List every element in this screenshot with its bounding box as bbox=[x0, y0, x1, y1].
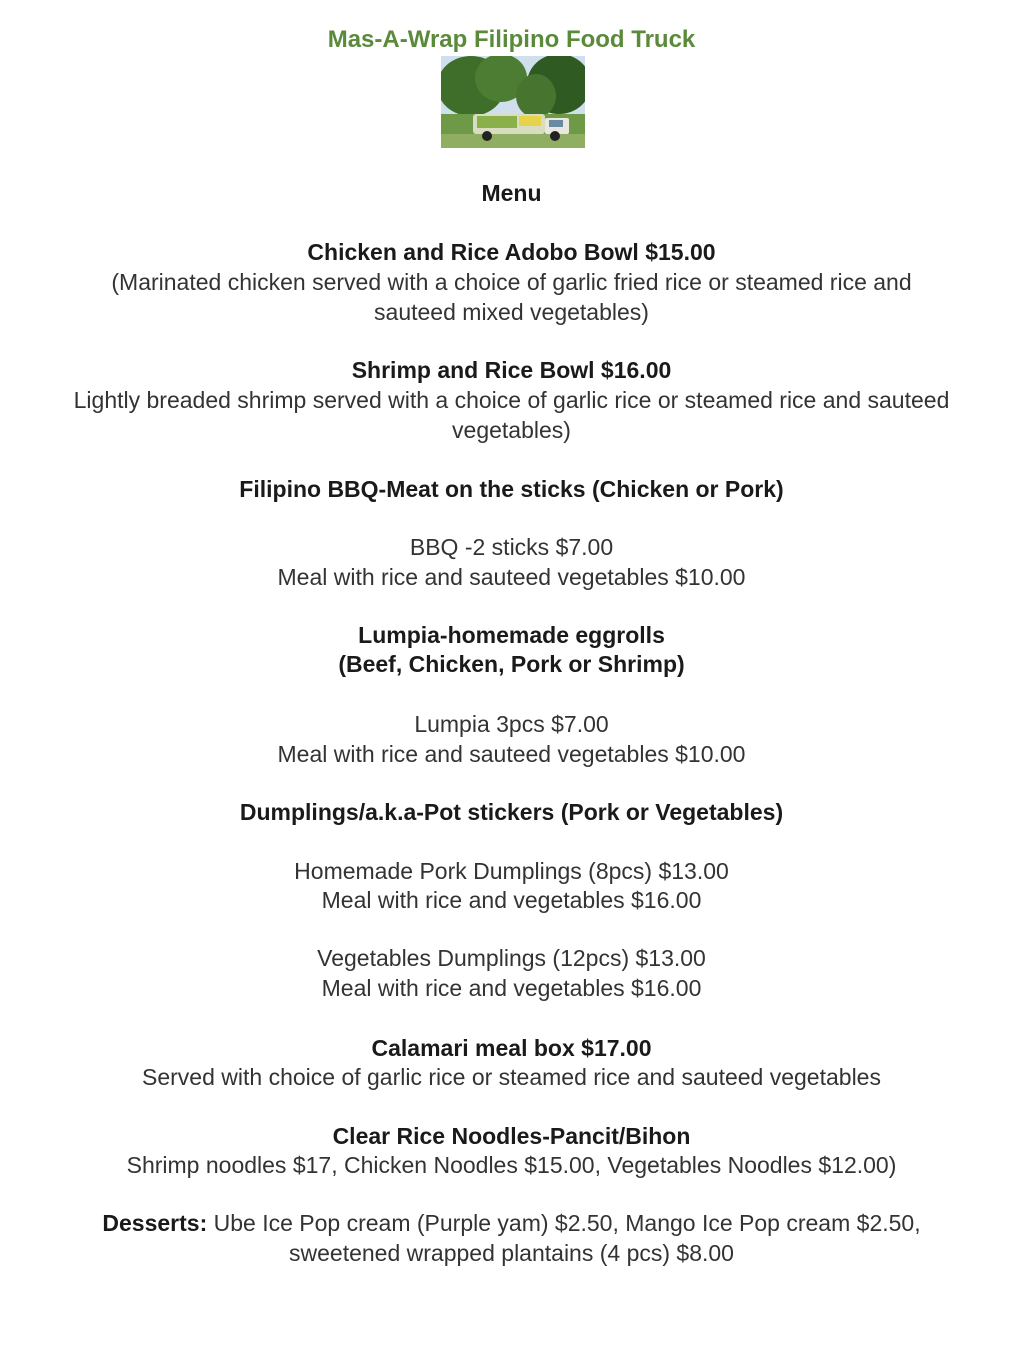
desserts-line-1 bbox=[0, 1208, 1023, 1238]
item-bbq-name: Filipino BBQ-Meat on the sticks (Chicken or Pork) bbox=[239, 476, 784, 502]
item-bbq-option-2: Meal with rice and sauteed vegetables $10.00 bbox=[277, 564, 746, 590]
item-shrimp-name: Shrimp and Rice Bowl $16.00 bbox=[351, 357, 672, 383]
item-adobo-desc-1: (Marinated chicken served with a choice of garlic fried rice or steamed rice and bbox=[111, 269, 912, 295]
item-noodles-desc: Shrimp noodles $17, Chicken Noodles $15.00, Vegetables Noodles $12.00) bbox=[126, 1152, 897, 1178]
desserts-label: Desserts: bbox=[102, 1210, 208, 1236]
page-title: Mas-A-Wrap Filipino Food Truck bbox=[327, 26, 696, 53]
item-noodles-name: Clear Rice Noodles-Pancit/Bihon bbox=[332, 1123, 691, 1149]
item-calamari-desc: Served with choice of garlic rice or steamed rice and sauteed vegetables bbox=[142, 1064, 881, 1090]
item-dumplings-veg-2: Meal with rice and vegetables $16.00 bbox=[321, 975, 702, 1001]
desserts-line-2: sweetened wrapped plantains (4 pcs) $8.00 bbox=[289, 1240, 734, 1266]
item-lumpia-name-1: Lumpia-homemade eggrolls bbox=[358, 622, 665, 648]
item-adobo-desc-2: sauteed mixed vegetables) bbox=[374, 299, 649, 325]
desserts-text-1: Ube Ice Pop cream (Purple yam) $2.50, Mango Ice Pop cream $2.50, bbox=[207, 1210, 921, 1236]
food-truck-photo bbox=[441, 56, 585, 148]
item-dumplings-veg-1: Vegetables Dumplings (12pcs) $13.00 bbox=[317, 945, 706, 971]
item-lumpia-option-1: Lumpia 3pcs $7.00 bbox=[414, 711, 609, 737]
item-bbq-option-1: BBQ -2 sticks $7.00 bbox=[409, 534, 614, 560]
item-adobo-name: Chicken and Rice Adobo Bowl $15.00 bbox=[307, 239, 716, 265]
item-shrimp-desc-1: Lightly breaded shrimp served with a choice of garlic rice or steamed rice and sauteed bbox=[73, 387, 950, 413]
item-lumpia-name-2: (Beef, Chicken, Pork or Shrimp) bbox=[338, 651, 685, 677]
item-dumplings-pork-1: Homemade Pork Dumplings (8pcs) $13.00 bbox=[294, 858, 729, 884]
item-calamari-name: Calamari meal box $17.00 bbox=[371, 1035, 652, 1061]
item-shrimp-desc-2: vegetables) bbox=[452, 417, 571, 443]
menu-heading: Menu bbox=[481, 180, 542, 206]
item-dumplings-name: Dumplings/a.k.a-Pot stickers (Pork or Vegetables) bbox=[239, 799, 784, 825]
item-lumpia-option-2: Meal with rice and sauteed vegetables $10.00 bbox=[277, 741, 746, 767]
item-dumplings-pork-2: Meal with rice and vegetables $16.00 bbox=[321, 887, 702, 913]
